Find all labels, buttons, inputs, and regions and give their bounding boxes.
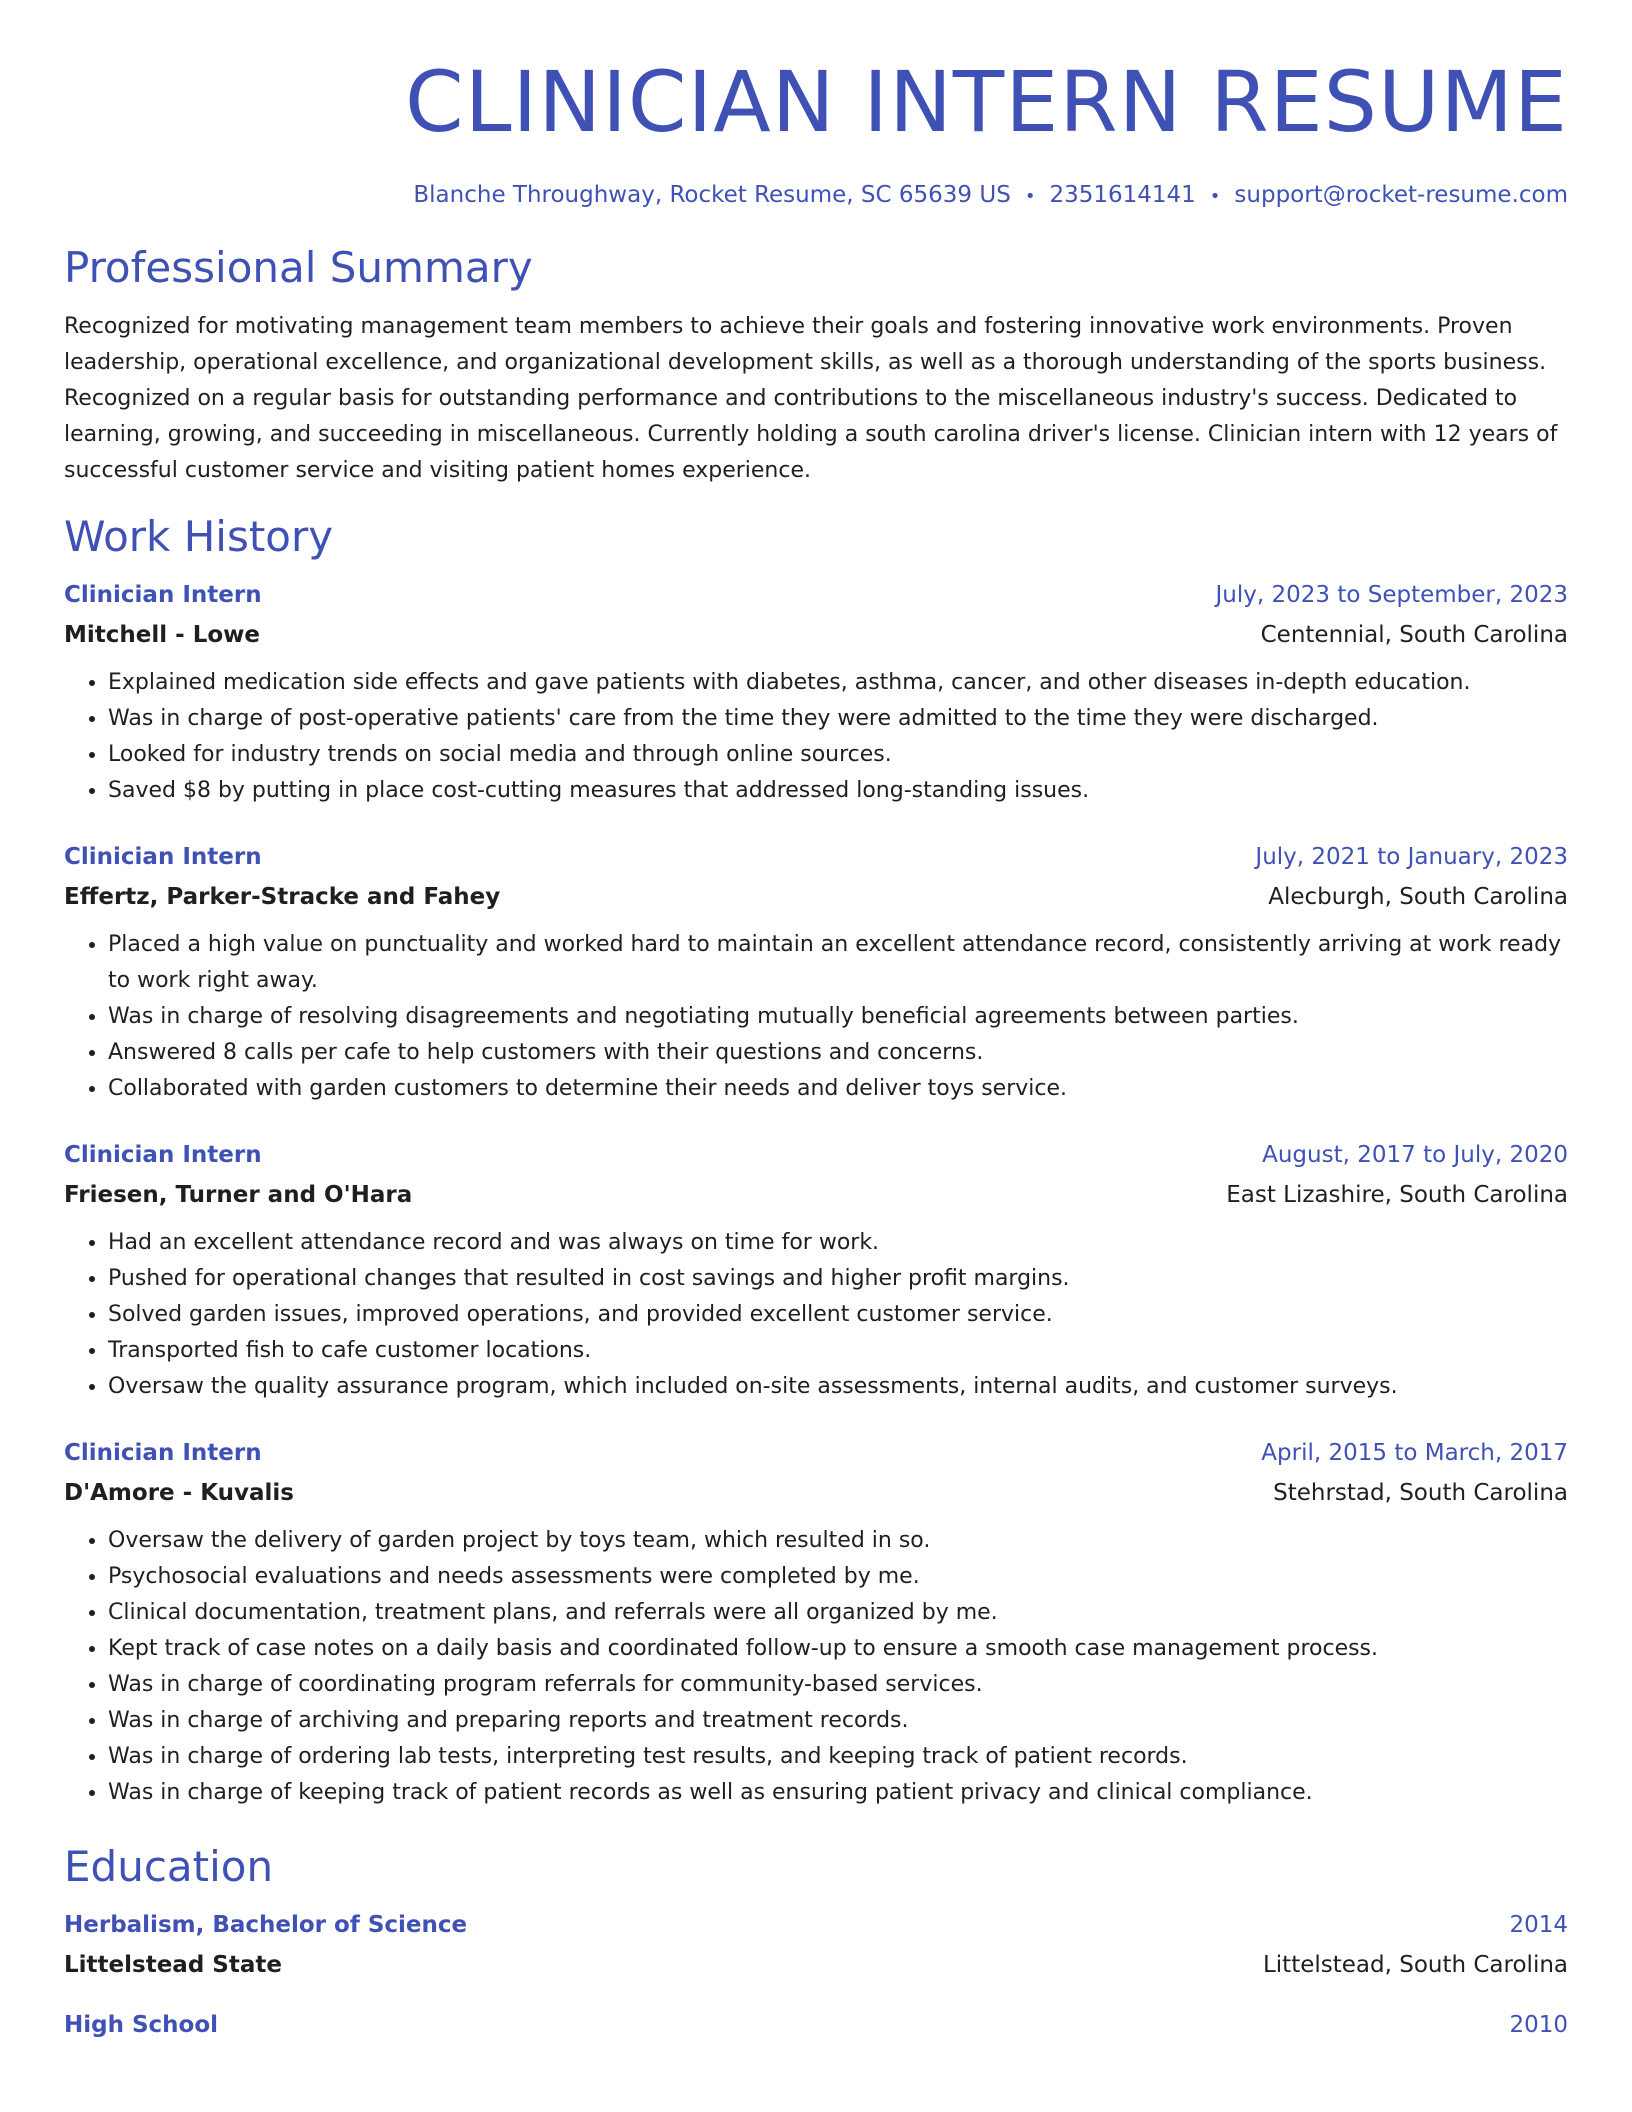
job-role: Clinician Intern — [64, 1440, 262, 1466]
contact-email: support@rocket-resume.com — [1234, 182, 1568, 208]
job-header — [64, 577, 1568, 613]
job-bullet: • Solved garden issues, improved operations, and provided excellent customer service. — [108, 1297, 1568, 1333]
job-bullet: • Saved $8 by putting in place cost-cutting measures that addressed long-standing issues. — [108, 773, 1568, 809]
job-bullet: • Placed a high value on punctuality and worked hard to maintain an excellent attendance record, consistently arriving at work ready to work right away. — [108, 927, 1568, 999]
job-bullet: • Clinical documentation, treatment plans, and referrals were all organized by me. — [108, 1595, 1568, 1631]
section-heading-work-history: Work History — [64, 512, 334, 561]
job-subheader — [64, 877, 1568, 917]
job-bullet: • Was in charge of coordinating program referrals for community-based services. — [108, 1667, 1568, 1703]
job-bullet: • Oversaw the delivery of garden project by toys team, which resulted in so. — [108, 1523, 1568, 1559]
job-role: Clinician Intern — [64, 844, 262, 870]
job-subheader — [64, 1473, 1568, 1513]
education-school: Littelstead State — [64, 1952, 282, 1978]
job-header — [64, 1137, 1568, 1173]
job-dates: July, 2021 to January, 2023 — [1255, 844, 1568, 870]
job-bullets — [64, 927, 1568, 1107]
section-heading-summary: Professional Summary — [64, 243, 533, 292]
work-history-list — [64, 577, 1568, 1811]
job-company: D'Amore - Kuvalis — [64, 1480, 294, 1506]
job-company: Friesen, Turner and O'Hara — [64, 1182, 413, 1208]
job-bullet: • Oversaw the quality assurance program, which included on-site assessments, internal audits, and customer surveys. — [108, 1369, 1568, 1405]
job-subheader — [64, 615, 1568, 655]
section-heading-education: Education — [64, 1842, 274, 1891]
job-dates: July, 2023 to September, 2023 — [1215, 582, 1568, 608]
job-company: Effertz, Parker-Stracke and Fahey — [64, 884, 501, 910]
contact-separator: • — [1209, 186, 1221, 207]
education-location: Littelstead, South Carolina — [1262, 1952, 1568, 1978]
job-bullets — [64, 665, 1568, 809]
job-location: Alecburgh, South Carolina — [1268, 884, 1568, 910]
contact-address: Blanche Throughway, Rocket Resume, SC 65639 US — [413, 182, 1011, 208]
job-role: Clinician Intern — [64, 1142, 262, 1168]
education-header — [64, 1907, 1568, 1943]
job-subheader — [64, 1175, 1568, 1215]
job-role: Clinician Intern — [64, 582, 262, 608]
education-list — [64, 1907, 1568, 2043]
job-bullet: • Psychosocial evaluations and needs assessments were completed by me. — [108, 1559, 1568, 1595]
job-bullet: • Transported fish to cafe customer locations. — [108, 1333, 1568, 1369]
job-company: Mitchell - Lowe — [64, 622, 261, 648]
job-dates: August, 2017 to July, 2020 — [1262, 1142, 1568, 1168]
job-bullet: • Was in charge of ordering lab tests, interpreting test results, and keeping track of patient records. — [108, 1739, 1568, 1775]
contact-phone: 2351614141 — [1049, 182, 1196, 208]
education-entry — [64, 2007, 1568, 2043]
contact-separator: • — [1024, 186, 1036, 207]
job-bullets — [64, 1225, 1568, 1405]
education-header — [64, 2007, 1568, 2043]
job-bullet: • Had an excellent attendance record and was always on time for work. — [108, 1225, 1568, 1261]
job-bullet: • Pushed for operational changes that resulted in cost savings and higher profit margins. — [108, 1261, 1568, 1297]
education-year: 2014 — [1509, 1912, 1568, 1938]
job-bullets — [64, 1523, 1568, 1811]
job-bullet: • Was in charge of resolving disagreements and negotiating mutually beneficial agreements between parties. — [108, 999, 1568, 1035]
job-bullet: • Was in charge of post-operative patients' care from the time they were admitted to the time they were discharged. — [108, 701, 1568, 737]
contact-line — [64, 180, 1568, 212]
job-entry — [64, 839, 1568, 1107]
job-entry — [64, 1435, 1568, 1811]
education-year: 2010 — [1509, 2012, 1568, 2038]
job-bullet: • Looked for industry trends on social media and through online sources. — [108, 737, 1568, 773]
job-bullet: • Was in charge of keeping track of patient records as well as ensuring patient privacy and clinical compliance. — [108, 1775, 1568, 1811]
job-bullet: • Kept track of case notes on a daily basis and coordinated follow-up to ensure a smooth case management process. — [108, 1631, 1568, 1667]
education-subheader — [64, 1945, 1568, 1985]
job-bullet: • Answered 8 calls per cafe to help customers with their questions and concerns. — [108, 1035, 1568, 1071]
job-entry — [64, 577, 1568, 809]
job-bullet: • Collaborated with garden customers to determine their needs and deliver toys service. — [108, 1071, 1568, 1107]
job-header — [64, 839, 1568, 875]
summary-paragraph: Recognized for motivating management team members to achieve their goals and fostering innovative work environments. Proven leadership, operational excellence, and organizational development skills, as well as a thorough understanding of the sports business. Recognized on a regular basis for outstanding performance and contributions to the miscellaneous industry's success. Dedicated to learning, growing, and succeeding in miscellaneous. Currently holding a south carolina driver's license. Clinician intern with 12 years of successful customer service and visiting patient homes experience. — [64, 314, 1558, 483]
job-location: East Lizashire, South Carolina — [1226, 1182, 1568, 1208]
job-bullet: • Explained medication side effects and gave patients with diabetes, asthma, cancer, and other diseases in-depth education. — [108, 665, 1568, 701]
page-title: CLINICIAN INTERN RESUME — [405, 53, 1568, 151]
job-bullet: • Was in charge of archiving and preparing reports and treatment records. — [108, 1703, 1568, 1739]
education-degree: High School — [64, 2012, 219, 2038]
education-degree: Herbalism, Bachelor of Science — [64, 1912, 468, 1938]
resume-page — [64, 0, 1568, 2043]
job-header — [64, 1435, 1568, 1471]
job-entry — [64, 1137, 1568, 1405]
job-location: Stehrstad, South Carolina — [1273, 1480, 1568, 1506]
job-location: Centennial, South Carolina — [1260, 622, 1568, 648]
job-dates: April, 2015 to March, 2017 — [1261, 1440, 1568, 1466]
education-entry — [64, 1907, 1568, 1985]
